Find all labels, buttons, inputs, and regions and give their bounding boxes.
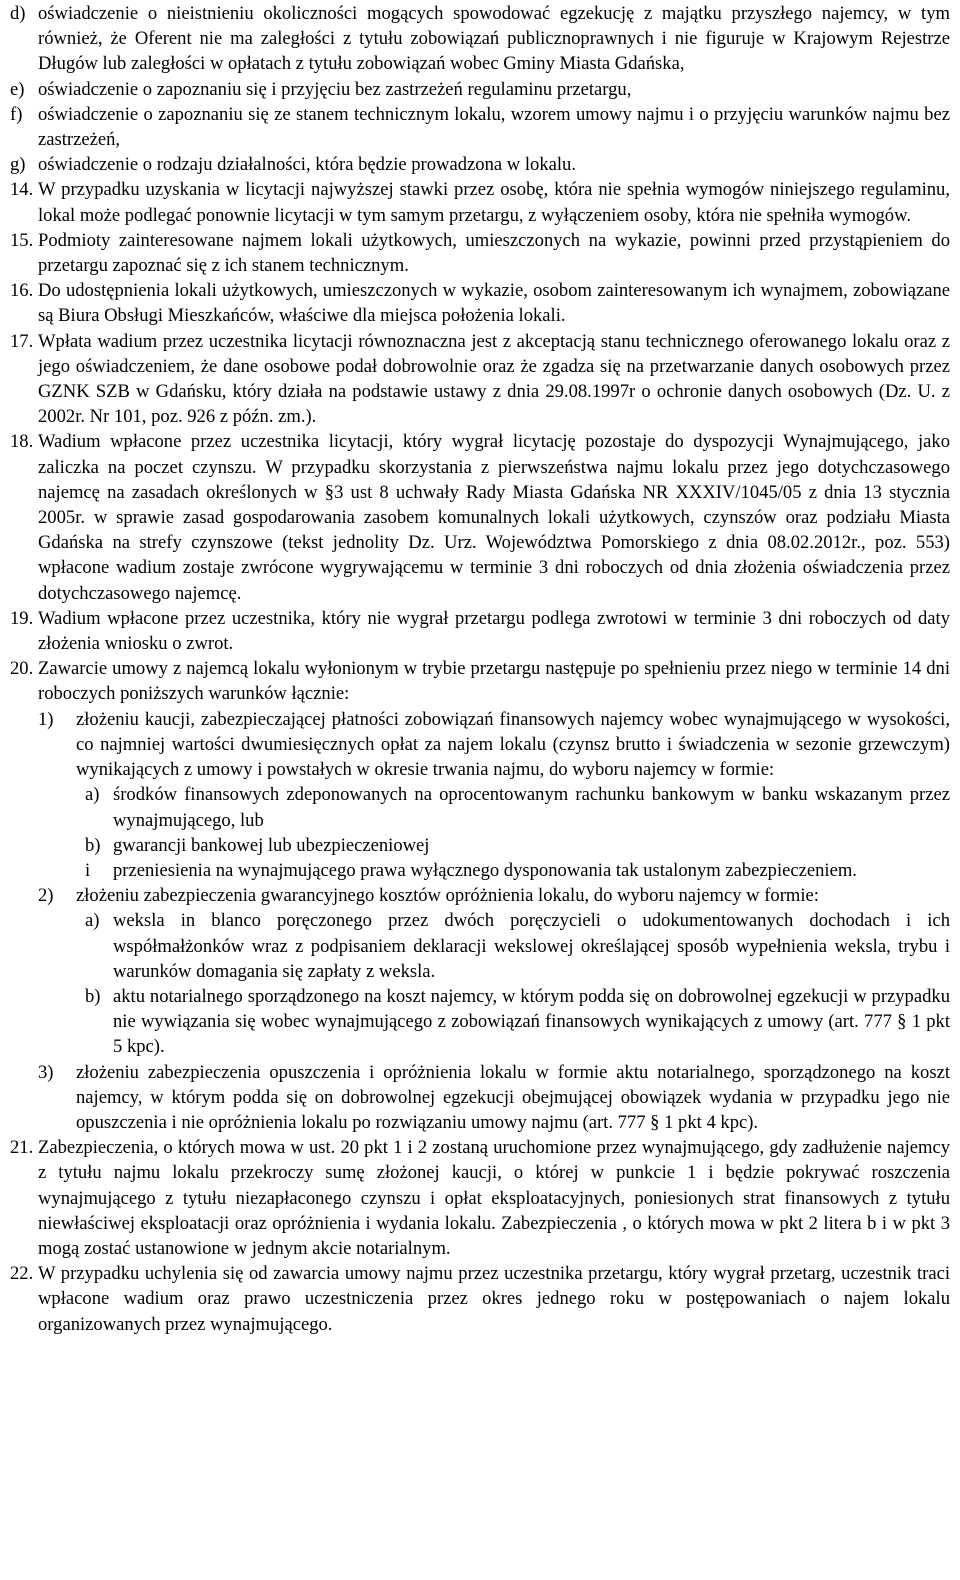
list-item-20-1 xyxy=(10,707,950,783)
paragraph-17 xyxy=(10,329,950,430)
item-text: oświadczenie o nieistnieniu okoliczności mogących spowodować egzekucję z majątku przyszłego najemcy, w tym również, że Oferent nie ma zaległości z tytułu zobowiązań publicznoprawnych i nie figuruje w Krajowym Rejestrze Długów lub zaległości w opłatach z tytułu zobowiązań wobec Gminy Miasta Gdańska, xyxy=(38,3,950,75)
paragraph-number: 22. xyxy=(10,1263,34,1285)
list-item-20-1-i xyxy=(10,858,950,883)
paragraph-text: Podmioty zainteresowane najmem lokali użytkowych, umieszczonych na wykazie, powinni przed przystąpieniem do przetargu zapoznać się z ich stanem technicznym. xyxy=(38,229,950,277)
list-item-20-2-a xyxy=(10,908,950,984)
paragraph-22 xyxy=(10,1261,950,1337)
list-item-20-2 xyxy=(10,883,950,908)
paragraph-text: Wpłata wadium przez uczestnika licytacji równoznaczna jest z akceptacją stanu technicznego oferowanego lokalu oraz z jego oświadczeniem, że dane osobowe podał dobrowolnie oraz że zgadza się na przetwarzanie danych osobowych przez GZNK SZB w Gdańsku, który działa na podstawie ustawy z dnia 29.08.1997r o ochronie danych osobowych (Dz. U. z 2002r. Nr 101, poz. 926 z późn. zm.). xyxy=(38,330,950,428)
paragraph-16 xyxy=(10,278,950,328)
item-text: aktu notarialnego sporządzonego na koszt najemcy, w którym podda się on dobrowolnej egzekucji w przypadku nie wywiązania się wobec wynajmującego z zobowiązań finansowych wynikających z umowy (art. 777 § 1 pkt 5 kpc). xyxy=(113,985,950,1058)
paragraph-number: 17. xyxy=(10,330,34,352)
item-text: oświadczenie o zapoznaniu się ze stanem technicznym lokalu, wzorem umowy najmu i o przyjęciu warunków najmu bez zastrzeżeń, xyxy=(38,103,950,151)
paragraph-number: 15. xyxy=(10,229,34,251)
paragraph-20 xyxy=(10,656,950,706)
list-item-20-3 xyxy=(10,1060,950,1136)
item-label: b) xyxy=(85,834,101,856)
paragraph-15 xyxy=(10,228,950,278)
item-label: i xyxy=(85,859,91,881)
paragraph-number: 20. xyxy=(10,658,34,680)
item-label: 2) xyxy=(38,885,54,907)
paragraph-number: 14. xyxy=(10,179,34,201)
paragraph-number: 21. xyxy=(10,1137,34,1159)
item-text: oświadczenie o zapoznaniu się i przyjęciu bez zastrzeżeń regulaminu przetargu, xyxy=(38,78,632,100)
list-item-20-1-a xyxy=(10,782,950,832)
paragraph-text: Wadium wpłacone przez uczestnika licytacji, który wygrał licytację pozostaje do dyspozycji Wynajmującego, jako zaliczka na poczet czynszu. W przypadku skorzystania z pierwszeństwa najmu lokalu przez jego dotychczasowego najemcę na zasadach określonych w §3 ust 8 uchwały Rady Miasta Gdańska NR XXXIV/1045/05 z dnia 13 stycznia 2005r. w sprawie zasad gospodarowania zasobem komunalnych lokali użytkowych, czynszów oraz podziału Miasta Gdańska na strefy czynszowe (tekst jednolity Dz. Urz. Województwa Pomorskiego z dnia 08.02.2012r., poz. 553) wpłacone wadium zostaje zwrócone wygrywającemu w terminie 3 dni roboczych od dnia złożenia oświadczenia przez dotychczasowego najemcę. xyxy=(38,431,950,604)
paragraph-text: W przypadku uzyskania w licytacji najwyższej stawki przez osobę, która nie spełnia wymogów niniejszego regulaminu, lokal może podlegać ponownie licytacji w tym samym przetargu, z wyłączeniem osoby, która nie spełniła wymogów. xyxy=(38,179,950,226)
list-item-20-1-b xyxy=(10,833,950,858)
paragraph-text: Do udostępnienia lokali użytkowych, umieszczonych w wykazie, osobom zainteresowanym ich wynajmem, zobowiązane są Biura Obsługi Mieszkańców, właściwe dla miejsca położenia lokali. xyxy=(38,280,950,327)
item-label: e) xyxy=(10,78,25,100)
item-text: środków finansowych zdeponowanych na oprocentowanym rachunku bankowym w banku wskazanym przez wynajmującego, lub xyxy=(113,784,950,831)
paragraph-number: 16. xyxy=(10,280,34,302)
item-label: 3) xyxy=(38,1061,54,1083)
item-text: weksla in blanco poręczonego przez dwóch poręczycieli o udokumentowanych dochodach i ich współmałżonków wraz z podpisaniem deklaracji wekslowej określającej sposób wypełnienia weksla, trybu i warunków domagania się zapłaty z weksla. xyxy=(113,910,950,982)
paragraph-number: 18. xyxy=(10,431,34,453)
list-item-e xyxy=(10,77,950,102)
item-label: d) xyxy=(10,3,26,24)
list-item-f xyxy=(10,102,950,152)
paragraph-14 xyxy=(10,177,950,227)
item-text: złożeniu zabezpieczenia opuszczenia i opróżnienia lokalu w formie aktu notarialnego, sporządzonego na koszt najemcy, w którym podda się on dobrowolnej egzekucji obejmującej obowiązek wydania w przypadku jego nie opuszczenia i nie opróżnienia lokalu po rozwiązaniu umowy najmu (art. 777 § 1 pkt 4 kpc). xyxy=(76,1061,950,1133)
item-text: gwarancji bankowej lub ubezpieczeniowej xyxy=(113,834,430,856)
item-label: f) xyxy=(10,103,23,125)
item-text: złożeniu zabezpieczenia gwarancyjnego kosztów opróżnienia lokalu, do wyboru najemcy w formie: xyxy=(76,885,819,907)
item-label: b) xyxy=(85,985,101,1007)
item-text: przeniesienia na wynajmującego prawa wyłącznego dysponowania tak ustalonym zabezpieczeniem. xyxy=(113,859,857,881)
item-label: 1) xyxy=(38,708,54,730)
item-label: a) xyxy=(85,784,100,806)
paragraph-text: Zabezpieczenia, o których mowa w ust. 20 pkt 1 i 2 zostaną uruchomione przez wynajmującego, gdy zadłużenie najemcy z tytułu najmu lokalu przekroczy sumę złożonej kaucji, o której w punkcie 1 i będzie pokrywać roszczenia wynajmującego z tytułu niezapłaconego czynszu i opłat eksploatacyjnych, poniesionych strat finansowych z tytułu niewłaściwej eksploatacji oraz opróżnienia i wydania lokalu. Zabezpieczenia , o których mowa w pkt 2 litera b i w pkt 3 mogą zostać ustanowione w jednym akcie notarialnym. xyxy=(38,1137,950,1259)
list-item-g xyxy=(10,152,950,177)
list-item-20-2-b xyxy=(10,984,950,1060)
item-text: oświadczenie o rodzaju działalności, która będzie prowadzona w lokalu. xyxy=(38,154,576,176)
paragraph-21 xyxy=(10,1135,950,1261)
item-text: złożeniu kaucji, zabezpieczającej płatności zobowiązań finansowych najemcy wobec wynajmującego w wysokości, co najmniej wartości dwumiesięcznych opłat za najem lokalu (czynsz brutto i świadczenia w sezonie grzewczym) wynikających z umowy i powstałych w okresie trwania najmu, do wyboru najemcy w formie: xyxy=(76,708,950,781)
list-item-d xyxy=(10,1,950,77)
item-label: g) xyxy=(10,154,26,176)
paragraph-number: 19. xyxy=(10,607,34,629)
item-label: a) xyxy=(85,910,100,932)
paragraph-text: Wadium wpłacone przez uczestnika, który nie wygrał przetargu podlega zwrotowi w terminie 3 dni roboczych od daty złożenia wniosku o zwrot. xyxy=(38,607,950,655)
paragraph-18 xyxy=(10,429,950,605)
paragraph-text: Zawarcie umowy z najemcą lokalu wyłonionym w trybie przetargu następuje po spełnieniu przez niego w terminie 14 dni roboczych poniższych warunków łącznie: xyxy=(38,658,950,705)
paragraph-19 xyxy=(10,606,950,656)
paragraph-text: W przypadku uchylenia się od zawarcia umowy najmu przez uczestnika przetargu, który wygrał przetarg, uczestnik traci wpłacone wadium oraz prawo uczestniczenia przez okres jednego roku w postępowaniach o najem lokalu organizowanych przez wynajmującego. xyxy=(38,1263,950,1335)
